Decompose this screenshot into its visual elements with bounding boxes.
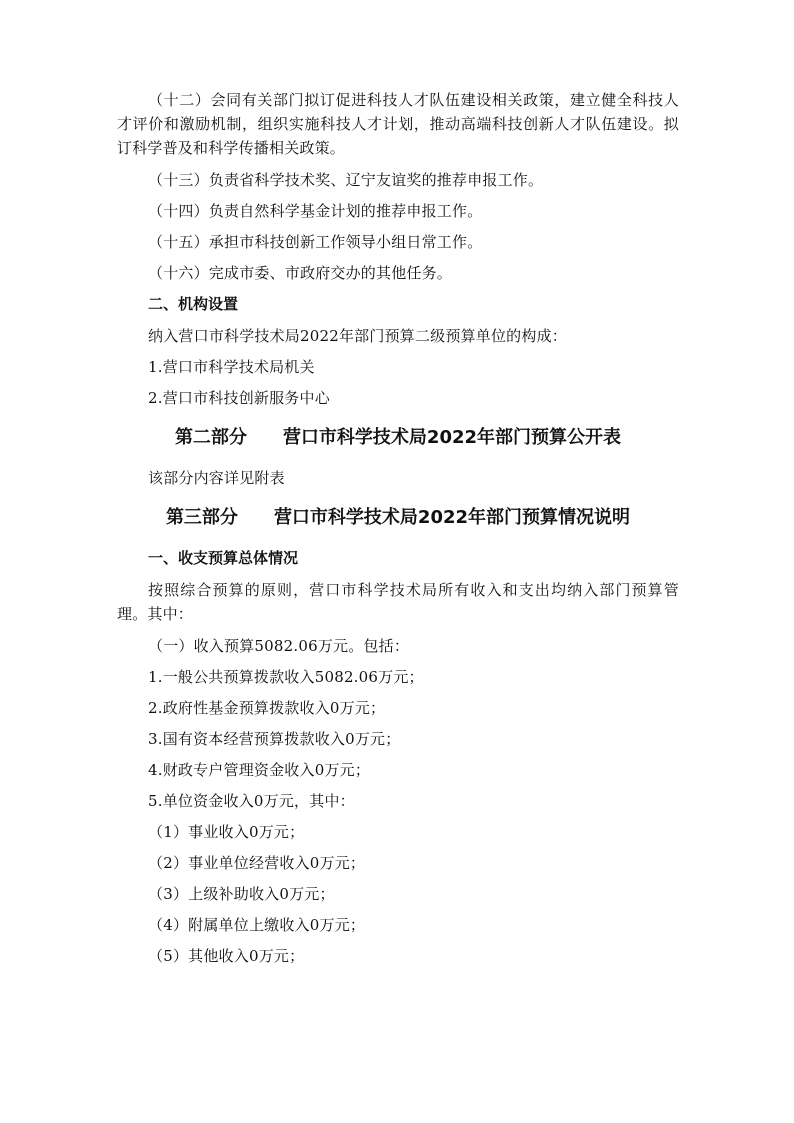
duty-paragraph-13: （十三）负责省科学技术奖、辽宁友谊奖的推荐申报工作。 (148, 171, 544, 189)
section-heading-budget: 一、收支预算总体情况 (148, 549, 299, 567)
org-item-2: 2.营口市科技创新服务中心 (148, 389, 330, 407)
budget-line: 1.一般公共预算拨款收入5082.06万元； (148, 668, 424, 686)
budget-intro: 按照综合预算的原则，营口市科学技术局所有收入和支出均纳入部门预算管理。其中： (117, 581, 679, 623)
budget-line: （一）收入预算5082.06万元。包括： (148, 637, 410, 655)
budget-line: 4.财政专户管理资金收入0万元； (148, 761, 371, 779)
document-page (117, 88, 679, 975)
part-three-label: 第三部分 (165, 507, 238, 528)
budget-line: 2.政府性基金预算拨款收入0万元； (148, 699, 386, 717)
section-heading-org: 二、机构设置 (148, 295, 239, 313)
part-two-title-text: 营口市科学技术局2022年部门预算公开表 (282, 427, 622, 448)
budget-line: （4）附属单位上缴收入0万元； (148, 916, 366, 934)
org-intro: 纳入营口市科学技术局2022年部门预算二级预算单位的构成： (148, 327, 567, 345)
duty-paragraph-12: （十二）会同有关部门拟订促进科技人才队伍建设相关政策，建立健全科技人才评价和激励机制，组织实施科技人才计划，推动高端科技创新人才队伍建设。拟订科学普及和科学传播相关政策。 (117, 91, 679, 157)
part-two-body: 该部分内容详见附表 (148, 469, 285, 487)
org-item-1: 1.营口市科学技术局机关 (148, 358, 315, 376)
part-two-title (117, 424, 679, 452)
duty-paragraph-14: （十四）负责自然科学基金计划的推荐申报工作。 (148, 202, 483, 220)
budget-line: （1）事业收入0万元； (148, 823, 305, 841)
budget-line: （3）上级补助收入0万元； (148, 885, 335, 903)
part-two-label: 第二部分 (174, 427, 247, 448)
budget-line: 3.国有资本经营预算拨款收入0万元； (148, 730, 401, 748)
budget-line: （2）事业单位经营收入0万元； (148, 854, 366, 872)
part-three-title (117, 504, 679, 532)
budget-line: 5.单位资金收入0万元，其中： (148, 792, 355, 810)
budget-line: （5）其他收入0万元； (148, 947, 305, 965)
duty-paragraph-15: （十五）承担市科技创新工作领导小组日常工作。 (148, 233, 483, 251)
part-three-title-text: 营口市科学技术局2022年部门预算情况说明 (273, 507, 631, 528)
duty-paragraph-16: （十六）完成市委、市政府交办的其他任务。 (148, 264, 453, 282)
